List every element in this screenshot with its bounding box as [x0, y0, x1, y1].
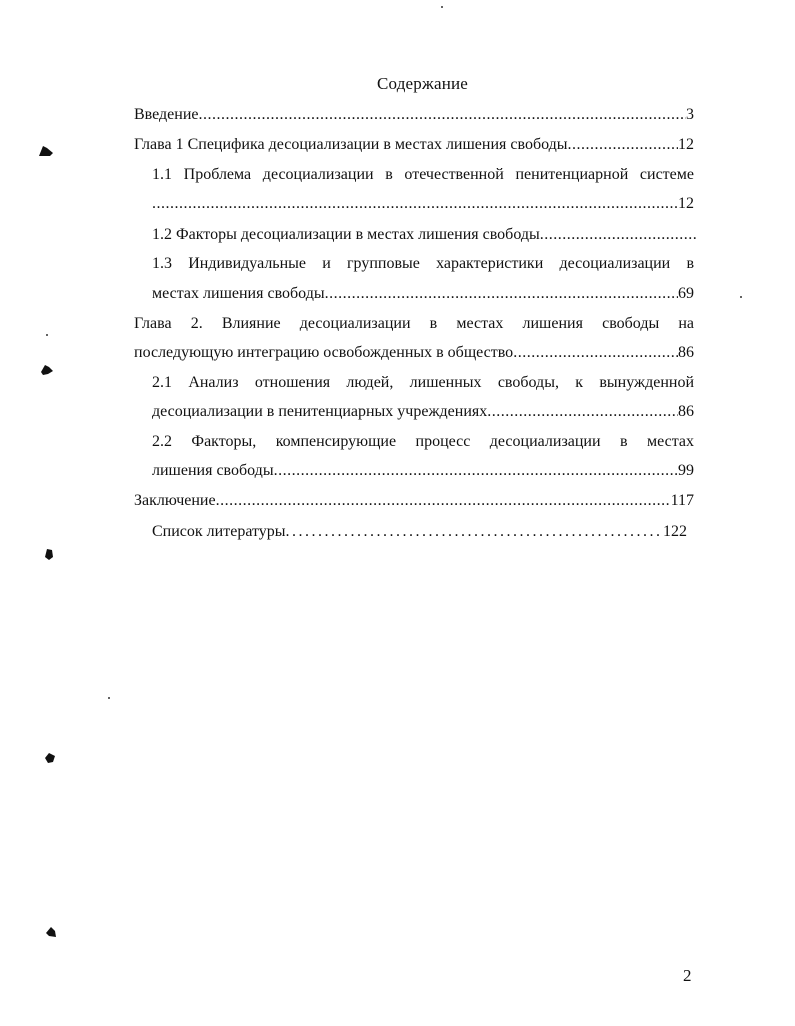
toc-entry-label: Список литературы — [152, 523, 286, 540]
scan-speck — [46, 334, 48, 336]
toc-entry-page: 99 — [678, 462, 694, 479]
toc-leader-dots — [540, 225, 696, 245]
toc-leader-dots — [568, 135, 678, 155]
toc-entry-page: 3 — [686, 106, 694, 123]
toc-entry-label: 1.3 Индивидуальные и групповые характеристики десоциализации в — [152, 255, 694, 272]
toc-entry-page: 86 — [678, 403, 694, 420]
toc-entry-label: лишения свободы — [152, 462, 274, 479]
scan-speck — [740, 296, 742, 298]
toc-entry-label: 2.1 Анализ отношения людей, лишенных свободы, к вынужденной — [152, 374, 694, 391]
toc-entry-chapter-2-line2[interactable] — [134, 343, 694, 363]
toc-entry-page: 122 — [663, 523, 687, 540]
toc-leader-dots — [274, 461, 678, 481]
toc-entry-references[interactable] — [152, 522, 687, 542]
toc-entry-section-1-1-line2[interactable] — [152, 194, 694, 214]
toc-entry-section-2-1-line1[interactable] — [152, 373, 694, 393]
toc-leader-dots — [286, 522, 663, 542]
toc-entry-label: последующую интеграцию освобожденных в общество — [134, 344, 514, 361]
toc-entry-chapter-2-line1[interactable] — [134, 314, 694, 334]
toc-entry-page: 117 — [670, 492, 694, 509]
toc-leader-dots — [487, 402, 678, 422]
toc-entry-label: местах лишения свободы — [152, 285, 325, 302]
toc-entry-section-2-2-line2[interactable] — [152, 461, 694, 481]
toc-title: Содержание — [376, 74, 469, 93]
toc-entry-label: Глава 2. Влияние десоциализации в местах лишения свободы на — [134, 315, 694, 332]
scan-mark — [38, 144, 54, 158]
toc-leader-dots — [199, 105, 687, 125]
toc-entry-section-1-2[interactable] — [152, 225, 696, 245]
toc-entry-label: 1.2 Факторы десоциализации в местах лишения свободы — [152, 226, 540, 243]
toc-entry-section-2-2-line1[interactable] — [152, 432, 694, 452]
scan-speck — [108, 697, 110, 699]
scan-mark — [40, 364, 54, 376]
scan-mark — [44, 752, 56, 764]
toc-entry-conclusion[interactable] — [134, 491, 694, 511]
toc-entry-section-1-1-line1[interactable] — [152, 165, 694, 185]
toc-leader-dots — [152, 194, 678, 214]
page-number: 2 — [683, 966, 692, 985]
toc-entry-page: 86 — [678, 344, 694, 361]
toc-entry-label: 1.1 Проблема десоциализации в отечественной пенитенциарной системе — [152, 166, 694, 183]
scan-speck — [441, 6, 443, 8]
toc-entry-label: Заключение — [134, 492, 216, 509]
toc-leader-dots — [216, 491, 671, 511]
toc-leader-dots — [325, 284, 678, 304]
toc-entry-page: 12 — [678, 195, 694, 212]
toc-entry-label: Введение — [134, 106, 199, 123]
scan-mark — [43, 547, 55, 561]
toc-entry-label: десоциализации в пенитенциарных учреждениях — [152, 403, 488, 420]
toc-entry-label: 2.2 Факторы, компенсирующие процесс десоциализации в местах — [152, 433, 694, 450]
toc-entry-page: 12 — [678, 136, 694, 153]
toc-leader-dots — [513, 343, 678, 363]
toc-entry-section-1-3-line2[interactable] — [152, 284, 694, 304]
toc-entry-section-2-1-line2[interactable] — [152, 402, 694, 422]
toc-entry-intro[interactable] — [134, 105, 694, 125]
scan-mark — [45, 926, 57, 938]
toc-entry-chapter-1[interactable] — [134, 135, 694, 155]
toc-entry-label: Глава 1 Специфика десоциализации в местах лишения свободы — [134, 136, 568, 153]
toc-entry-section-1-3-line1[interactable] — [152, 254, 694, 274]
toc-entry-page: 69 — [678, 285, 694, 302]
